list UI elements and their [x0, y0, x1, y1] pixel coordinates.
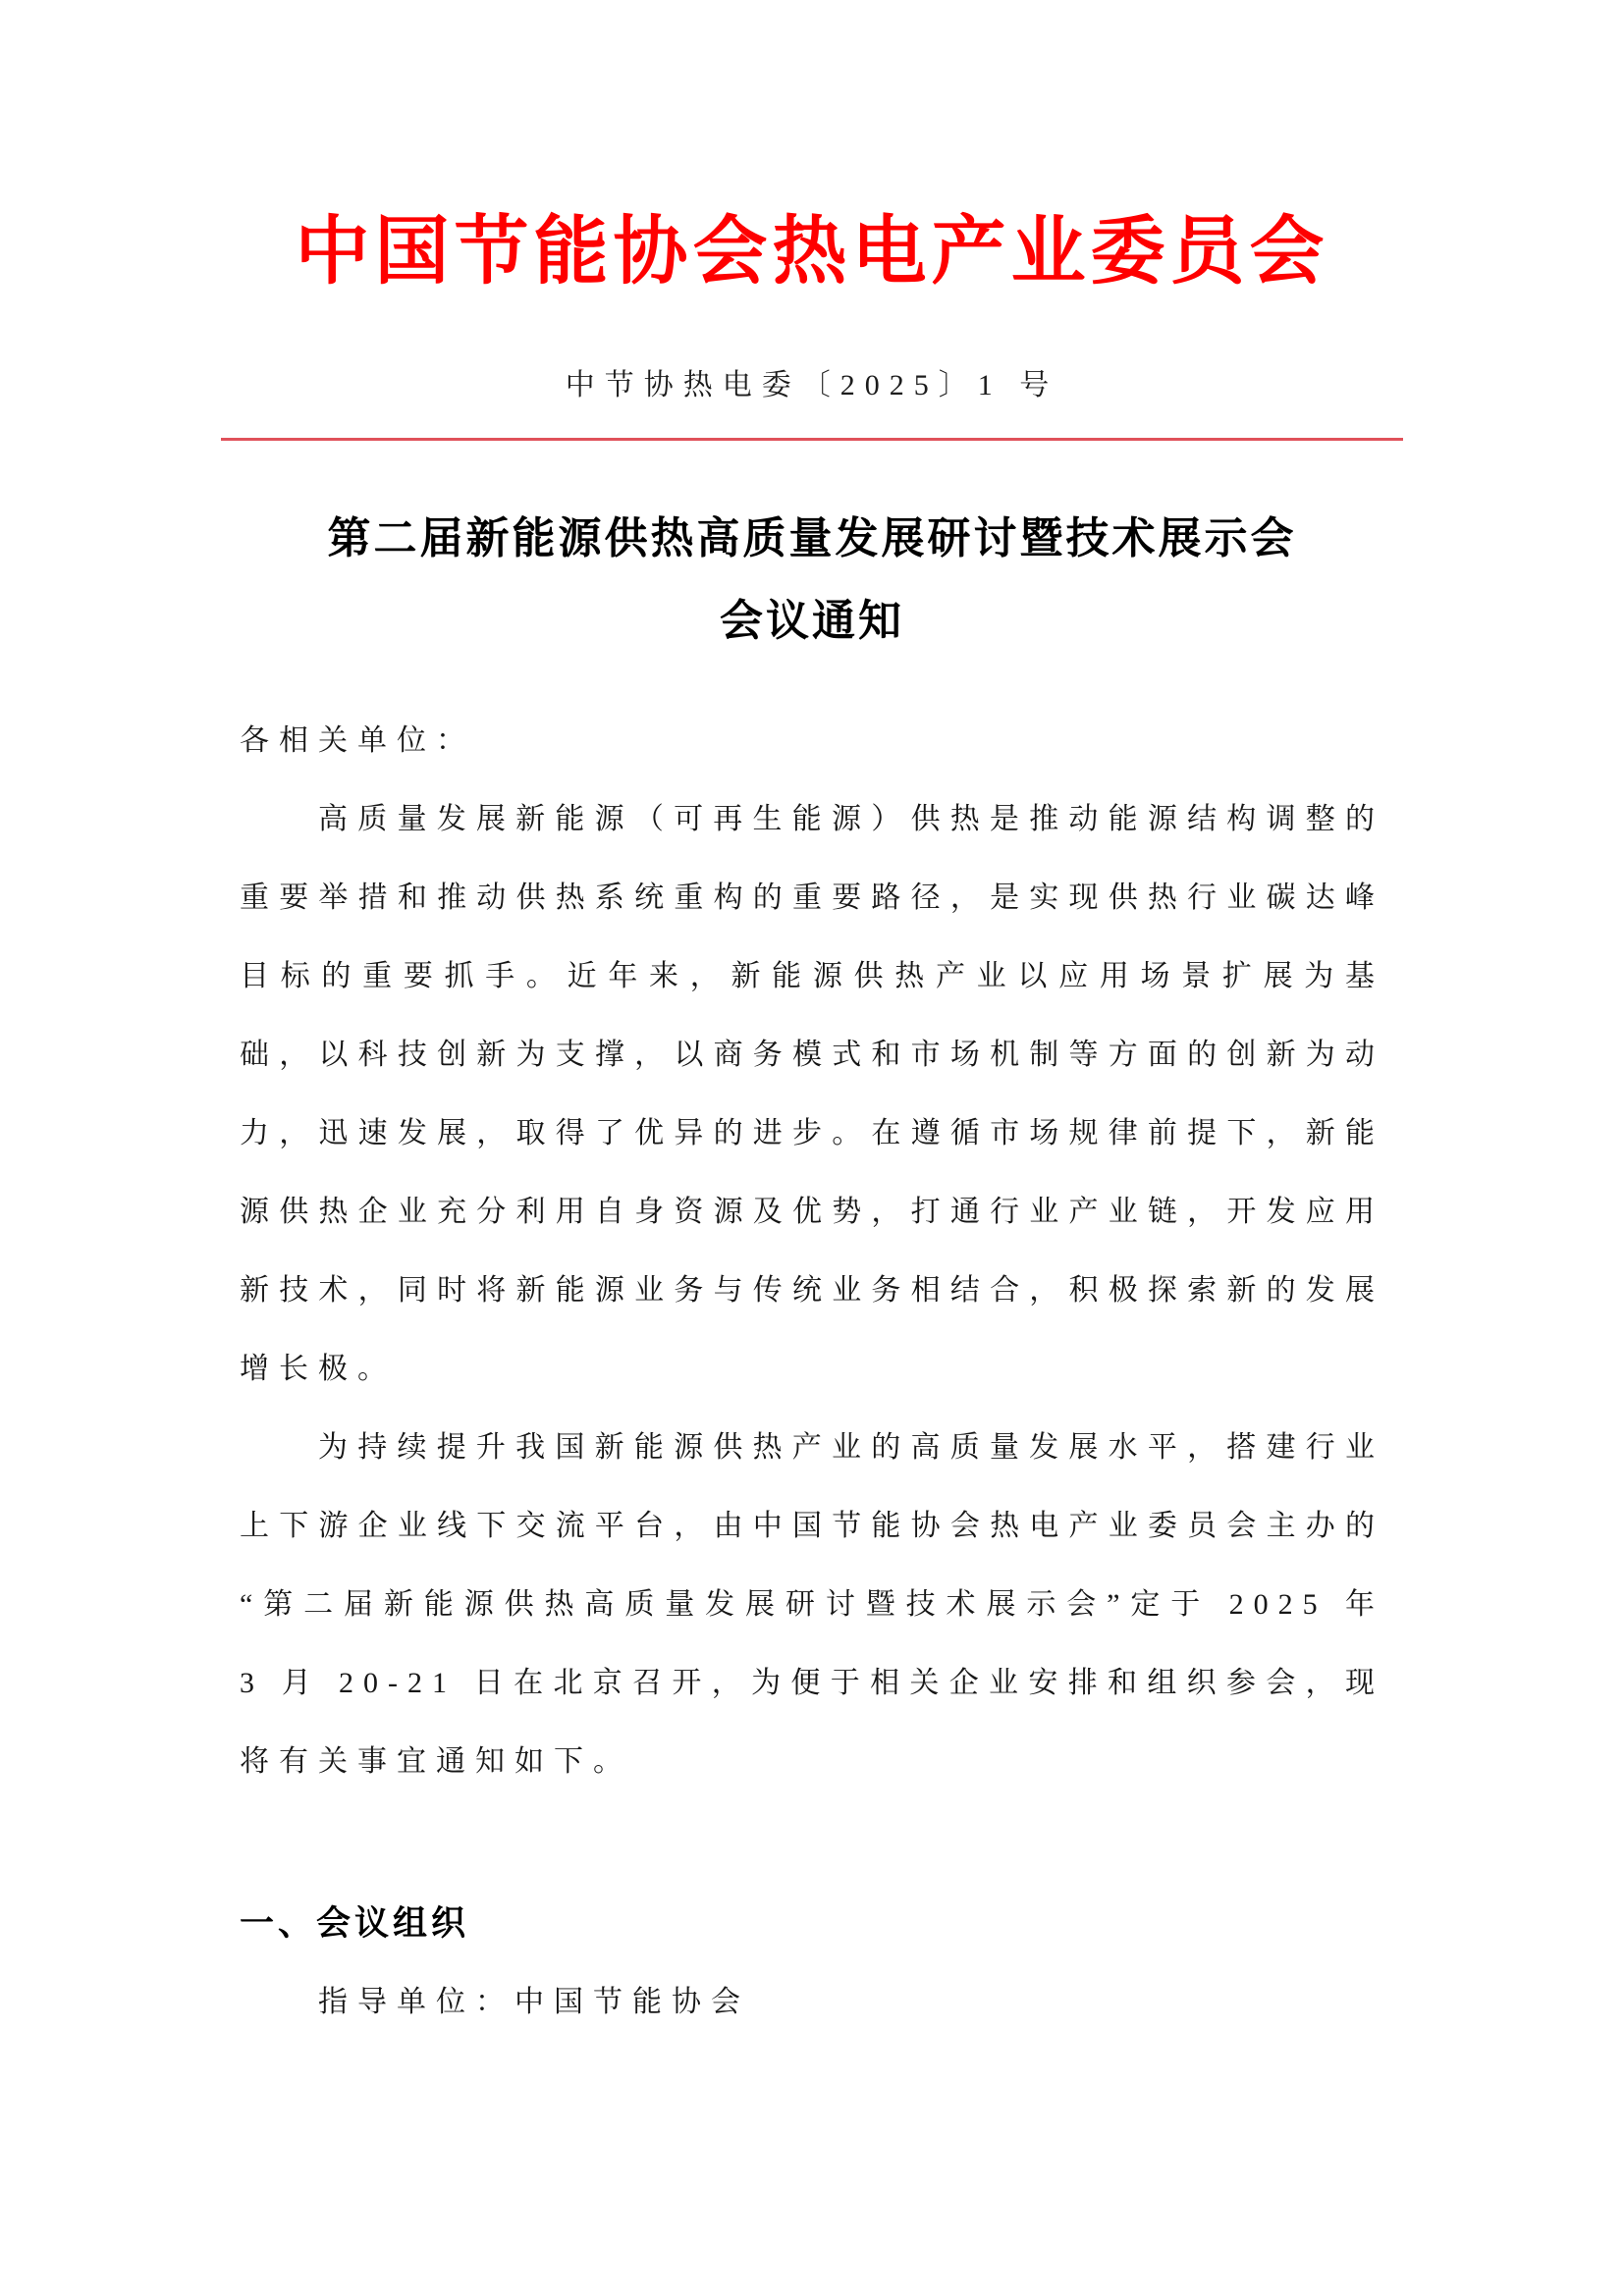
- section-heading-meeting-organization: 一、会议组织: [240, 1904, 470, 1943]
- masthead-title: 中国节能协会热电产业委员会: [295, 211, 1329, 294]
- document-body: [240, 702, 1384, 1801]
- paragraph-meeting-announcement: 为持续提升我国新能源供热产业的高质量发展水平，搭建行业上下游企业线下交流平台，由中国节能协会热电产业委员会主办的“第二届新能源供热高质量发展研讨暨技术展示会”定于 2025 年 3 月 20-21 日在北京召开，为便于相关企业安排和组织参会，现将有关事宜通知如下。: [240, 1431, 1384, 1778]
- meeting-title-line1: 第二届新能源供热高质量发展研讨暨技术展示会: [327, 514, 1297, 562]
- salutation: 各相关单位：: [240, 724, 475, 757]
- meeting-title-line2: 会议通知: [720, 597, 904, 645]
- meeting-title: [0, 498, 1624, 663]
- red-divider-rule: [221, 438, 1403, 441]
- document-number: 中节协热电委〔2025〕1 号: [565, 369, 1059, 401]
- paragraph-background: 高质量发展新能源（可再生能源）供热是推动能源结构调整的重要举措和推动供热系统重构的重要路径，是实现供热行业碳达峰目标的重要抓手。近年来，新能源供热产业以应用场景扩展为基础，以科技创新为支撑，以商务模式和市场机制等方面的创新为动力，迅速发展，取得了优异的进步。在遵循市场规律前提下，新能源供热企业充分利用自身资源及优势，打通行业产业链，开发应用新技术，同时将新能源业务与传统业务相结合，积极探索新的发展增长极。: [240, 803, 1384, 1385]
- guiding-organization-item: 指导单位：中国节能协会: [318, 1986, 750, 2018]
